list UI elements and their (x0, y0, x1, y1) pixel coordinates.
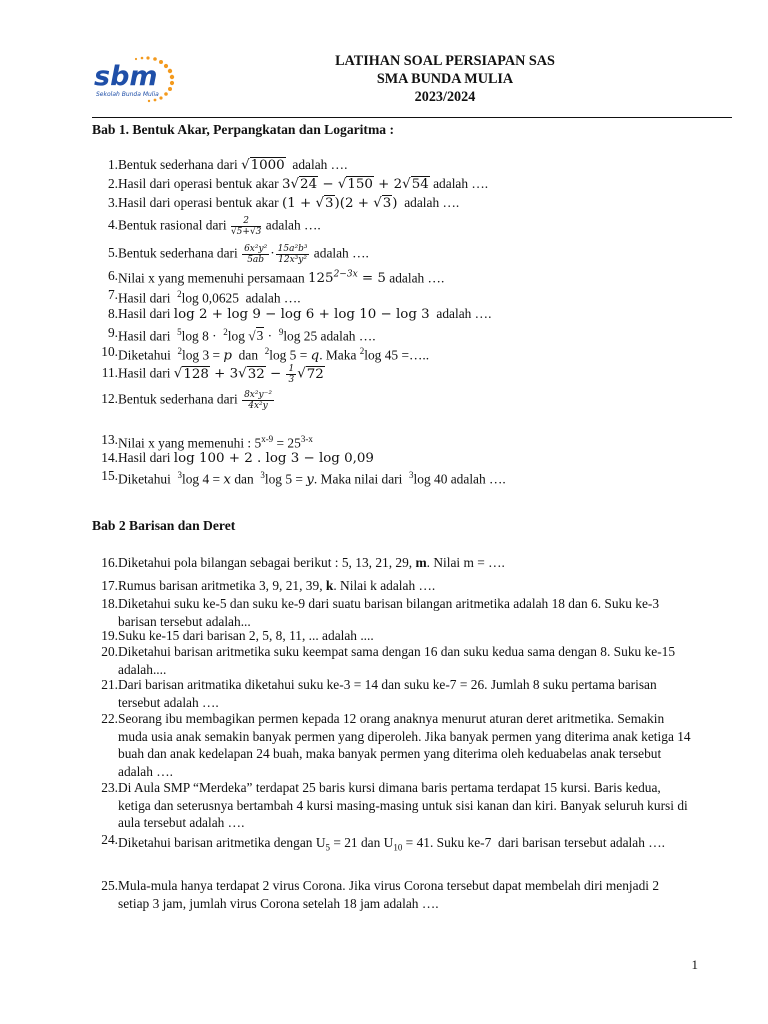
question-number: 7. (107, 287, 118, 302)
question-number: 9. (107, 325, 118, 340)
question-number: 18. (101, 596, 118, 611)
question-number: 24. (101, 832, 118, 847)
header-year: 2023/2024 (414, 89, 476, 105)
question-number: 25. (101, 878, 118, 893)
logo-text: sbm (94, 61, 158, 92)
question-21: 21. Dari barisan aritmatika diketahui suku ke-3 = 14 dan suku ke-7 = 26. Jumlah 8 suku pertama barisan tersebut adalah …. (92, 676, 692, 711)
question-22: 22. Seorang ibu membagikan permen kepada 12 orang anaknya menurut aturan deret aritmetika. Semakin muda usia anak semakin banyak permen yang diperoleh. Jika banyak permen yang diterima anak ketiga 14 buah dan anak kedelapan 24 buah, maka banyak permen yang diterima oleh keduabelas anak tersebut adalah …. (92, 710, 692, 780)
question-5: 5. Bentuk sederhana dari $\frac{\text{6x²y²}}{5ab}$ · $\frac{\text{15a²b³}}{\text{12x³y²}}$ adalah …. (92, 244, 692, 265)
question-8: 8. Hasil dari log 2 + log 9 − log 6 + log 10 − log 3 adalah …. (92, 305, 692, 324)
question-number: 4. (107, 217, 118, 232)
question-10: 10. Diketahui $^2$log 3 = p dan $^2$log 5 = q. Maka $^2$log 45 =….. (92, 343, 692, 365)
question-9: 9. Hasil dari $^5$log 8 · $^2$log √3 · $^9$log 25 adalah …. (92, 324, 692, 345)
question-17: 17. Rumus barisan aritmetika 3, 9, 21, 39, k. Nilai k adalah …. (92, 577, 692, 595)
question-23: 23. Di Aula SMP “Merdeka” terdapat 25 baris kursi dimana baris pertama terdapat 15 kursi. Baris kedua, ketiga dan seterusnya bertambah 4 kursi masing-masing untuk sisi kanan dan kiri. Banyak seluruh kursi di aula tersebut adalah …. (92, 779, 692, 832)
question-number: 20. (101, 644, 118, 659)
header-title: LATIHAN SOAL PERSIAPAN SAS (335, 53, 555, 69)
question-11: 11. Hasil dari √128 + 3√32 − $\frac{1}{3}$ √72 (92, 364, 692, 385)
question-number: 2. (107, 176, 118, 191)
section-title-bab1: Bab 1. Bentuk Akar, Perpangkatan dan Logaritma : (92, 122, 395, 137)
question-number: 10. (101, 344, 118, 359)
question-number: 12. (101, 391, 118, 406)
header-divider (92, 117, 732, 118)
question-16: 16. Diketahui pola bilangan sebagai berikut : 5, 13, 21, 29, m. Nilai m = …. (92, 554, 692, 572)
question-number: 19. (101, 628, 118, 643)
question-3: 3. Hasil dari operasi bentuk akar (1 + √3)(2 + √3) adalah …. (92, 194, 692, 213)
question-14: 14. Hasil dari log 100 + 2 . log 3 − log 0,09 (92, 449, 692, 468)
logo-tagline: Sekolah Bunda Mulia (96, 91, 159, 98)
question-number: 23. (101, 780, 118, 795)
page-number: 1 (691, 957, 698, 972)
question-number: 8. (107, 306, 118, 321)
question-18: 18. Diketahui suku ke-5 dan suku ke-9 dari suatu barisan bilangan aritmetika adalah 18 dan 6. Suku ke-3 barisan tersebut adalah... (92, 595, 692, 630)
question-number: 13. (101, 432, 118, 447)
section-title-bab2: Bab 2 Barisan dan Deret (92, 518, 236, 533)
school-logo (92, 52, 182, 106)
question-number: 15. (101, 468, 118, 483)
question-15: 15. Diketahui $^3$log 4 = x dan $^3$log 5 = y. Maka nilai dari $^3$log 40 adalah …. (92, 467, 692, 489)
question-number: 1. (107, 157, 118, 172)
question-number: 11. (101, 365, 118, 380)
question-number: 6. (107, 268, 118, 283)
question-number: 16. (101, 555, 118, 570)
question-6: 6. Nilai x yang memenuhi persamaan $125^{2-3x} = 5$ adalah …. (92, 267, 692, 288)
question-24: 24. Diketahui barisan aritmetika dengan $U_5 = 21$ dan $U_{10} = 41$. Suku ke-7 dari barisan tersebut adalah …. (92, 831, 692, 860)
question-number: 17. (101, 578, 118, 593)
question-1: 1. Bentuk sederhana dari √1000 adalah …. (92, 156, 692, 175)
question-13: 13. Nilai x yang memenuhi : $5^{x-9} = 25^{3-x}$ (92, 431, 692, 452)
question-25: 25. Mula-mula hanya terdapat 2 virus Corona. Jika virus Corona tersebut dapat membelah diri menjadi 2 setiap 3 jam, jumlah virus Corona setelah 18 jam adalah …. (92, 877, 692, 912)
question-12: 12. Bentuk sederhana dari $\frac{\text{8x²y⁻²}}{\text{4x²y}}$ (92, 390, 692, 411)
question-7: 7. Hasil dari $^2$log 0,0625 adalah …. (92, 286, 692, 307)
header-school: SMA BUNDA MULIA (376, 71, 514, 87)
question-number: 3. (107, 195, 118, 210)
question-number: 21. (101, 677, 118, 692)
question-number: 5. (107, 245, 118, 260)
question-2: 2. Hasil dari operasi bentuk akar 3√24 − √150 + 2√54 adalah …. (92, 175, 692, 194)
document-header (245, 52, 645, 106)
question-number: 14. (101, 450, 118, 465)
question-20: 20. Diketahui barisan aritmetika suku keempat sama dengan 16 dan suku kedua sama dengan 8. Suku ke-15 adalah.... (92, 643, 692, 678)
question-19: 19. Suku ke-15 dari barisan 2, 5, 8, 11, ... adalah .... (92, 627, 692, 645)
question-number: 22. (101, 711, 118, 726)
question-4: 4. Bentuk rasional dari $\frac{2}{√5+√3}$ adalah …. (92, 216, 692, 237)
